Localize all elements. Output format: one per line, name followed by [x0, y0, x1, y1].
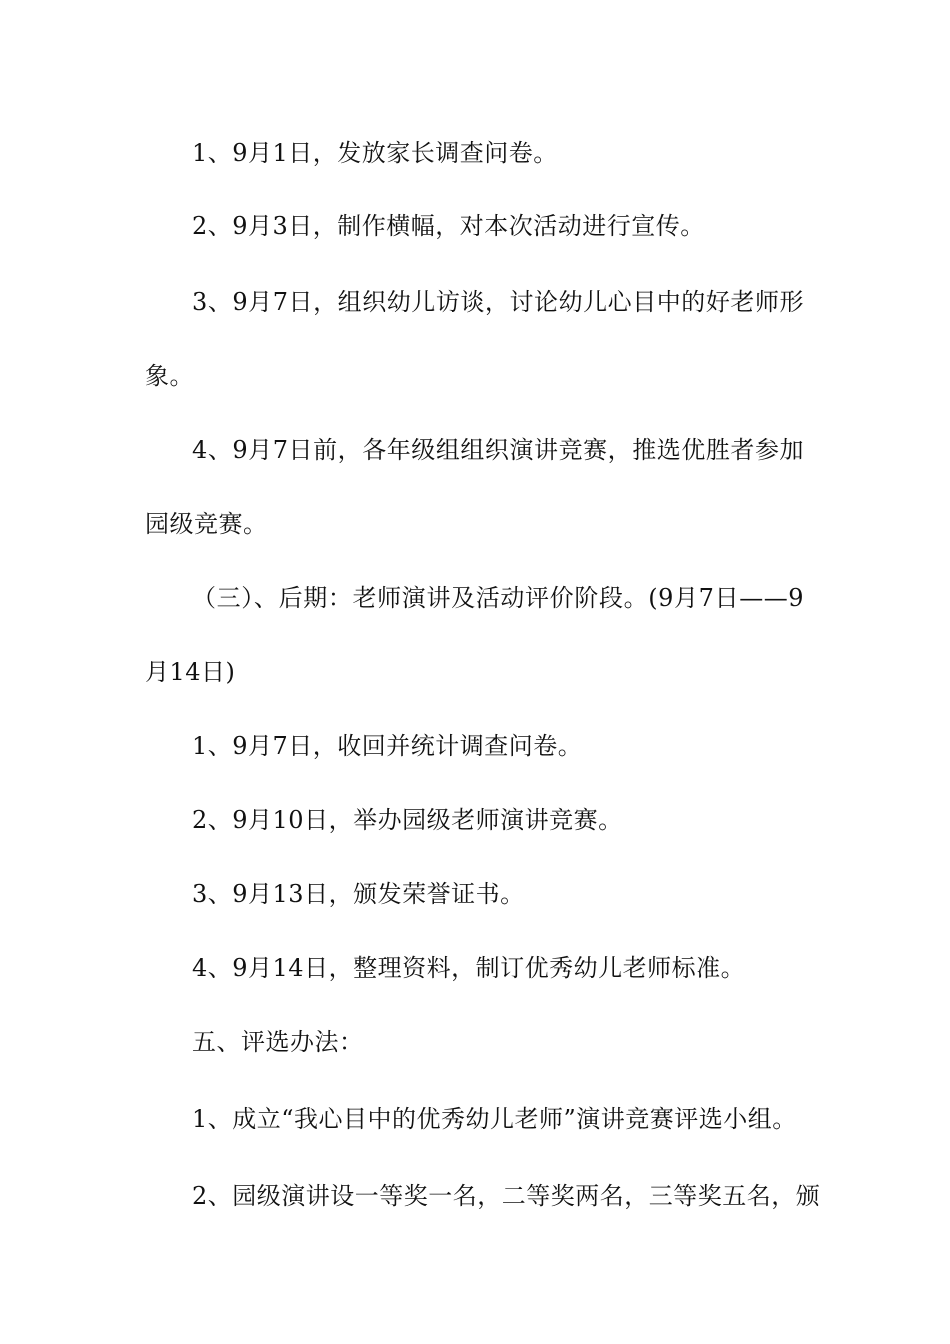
paragraph-line: 3、9月13日，颁发荣誉证书。 — [192, 880, 525, 908]
section-heading: 五、评选办法： — [192, 1028, 364, 1056]
paragraph-line: 园级竞赛。 — [145, 510, 268, 538]
paragraph-line: 2、9月3日，制作横幅，对本次活动进行宣传。 — [192, 212, 705, 240]
paragraph-line: 1、9月7日，收回并统计调查问卷。 — [192, 732, 583, 760]
paragraph-line: 象。 — [145, 362, 194, 390]
paragraph-line: 1、成立“我心目中的优秀幼儿老师”演讲竞赛评选小组。 — [192, 1105, 797, 1133]
paragraph-line: 3、9月7日，组织幼儿访谈，讨论幼儿心目中的好老师形 — [192, 288, 804, 316]
paragraph-line: 月14日) — [145, 658, 236, 686]
paragraph-line: 4、9月14日，整理资料，制订优秀幼儿老师标准。 — [192, 954, 746, 982]
paragraph-line: 2、园级演讲设一等奖一名，二等奖两名，三等奖五名，颁 — [192, 1182, 821, 1210]
paragraph-line: 4、9月7日前，各年级组组织演讲竞赛，推选优胜者参加 — [192, 436, 804, 464]
paragraph-line: 2、9月10日，举办园级老师演讲竞赛。 — [192, 806, 623, 834]
paragraph-line: （三）、后期：老师演讲及活动评价阶段。(9月7日——9 — [192, 584, 804, 612]
paragraph-line: 1、9月1日，发放家长调查问卷。 — [192, 139, 558, 167]
